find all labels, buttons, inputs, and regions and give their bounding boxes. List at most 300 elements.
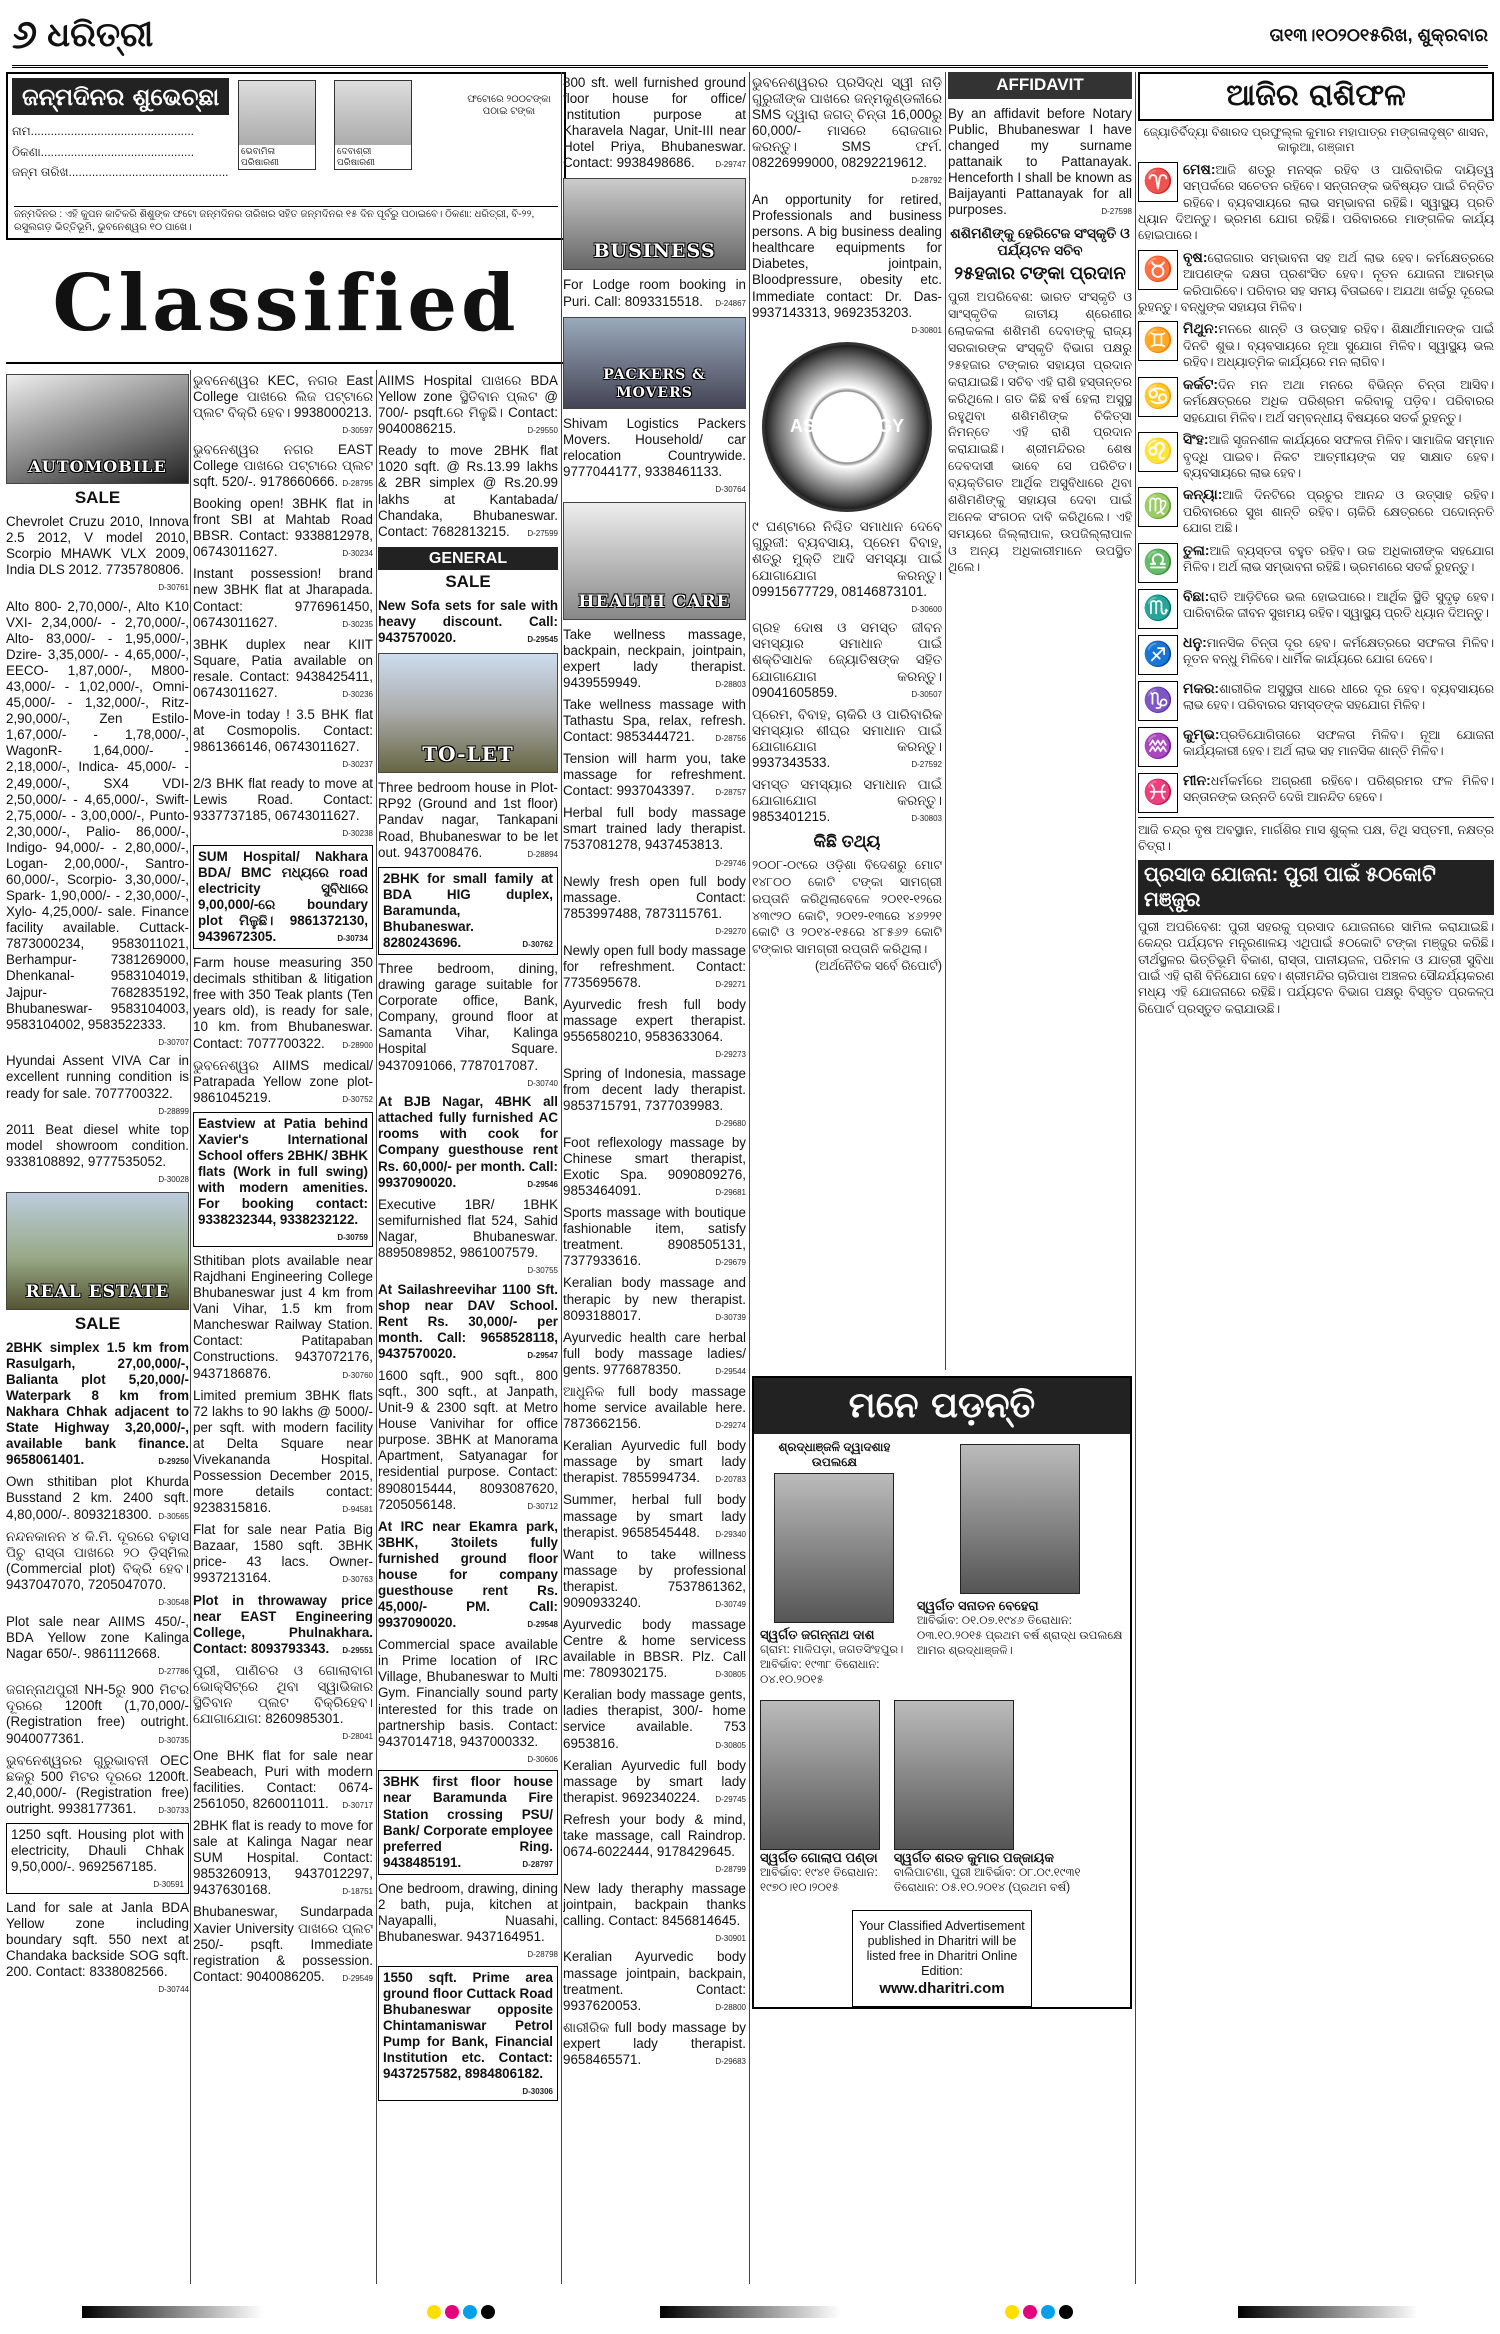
zodiac-icon: ♊ [1138, 321, 1178, 361]
classified-ad [193, 563, 373, 633]
ad-text: 800 sft. well furnished ground floor house for office/ Institution purpose at Kharavela Nagar, Unit-III near Hotel Priya, Bhubaneswar. Contact: 9938498686. [563, 75, 746, 171]
sign-text: ଆଜି ସୃଜନଶୀଳ କାର୍ଯ୍ୟରେ ସଫଳତା ମିଳିବ। ସାମାଜିକ ସମ୍ମାନ ବୃଦ୍ଧି ପାଇବ। ନିକଟ ଆତ୍ମୀୟଙ୍କ ସହ ସାକ୍ଷାତ ହେବ। ବ୍ୟବସାୟରେ ଲାଭ ହେବ। [1183, 433, 1494, 480]
ad-code: D-30759 [337, 1233, 368, 1243]
ad-text: Hyundai Assent VIVA Car in excellent running condition is ready for sale. 7077700322. [6, 1053, 189, 1101]
sign-text: ମାନସିକ ଚିନ୍ତା ଦୂର ହେବ। କର୍ମକ୍ଷେତ୍ରରେ ସଫଳତା ମିଳିବ। ନୂତନ ବନ୍ଧୁ ମିଳିବେ। ଧାର୍ମିକ କାର୍ଯ୍ୟରେ ଯୋଗ ଦେବେ। [1183, 635, 1494, 667]
classified-ad [193, 1250, 373, 1385]
ad-code: D-30028 [158, 1175, 189, 1185]
news-heading: ଶଶିମଣିଙ୍କୁ ହେରିଟେଜ ସଂସ୍କୃତି ଓ ପର୍ଯ୍ୟଟନ ସଚିବ [950, 225, 1130, 259]
sign-name: ମିଥୁନ: [1183, 320, 1219, 337]
facts-heading: କିଛି ତଥ୍ୟ [813, 832, 881, 852]
ad-text: Farm house measuring 350 decimals sthitiban & litigation free with 350 Teak plants (Ten years old), is ready for sale, 10 km. from Bhubaneswar. Contact: 7077700322. [193, 955, 373, 1051]
classified-ad [752, 704, 942, 774]
ad-text: Spring of Indonesia, massage from decent lady therapist. 9853715791, 7377039983. [563, 1066, 746, 1114]
ad-text: Newly open full body massage for refreshment. Contact: 7735695678. [563, 942, 746, 991]
sign-name: ମେଷ: [1183, 160, 1216, 177]
astrology-label: ASTROLOGY [789, 416, 904, 437]
ad-text: Flat for sale near Patia Big Bazaar, 1580 sqft. 3BHK price- 43 lacs. Owner- 9937213164. [193, 1522, 373, 1586]
classified-ad [193, 704, 373, 773]
classified-ad [378, 1091, 558, 1193]
ad-code: D-30717 [342, 1800, 373, 1810]
classified-ad [752, 189, 942, 338]
zodiac-icon: ♓ [1138, 773, 1178, 813]
ad-text: 2BHK simplex 1.5 km from Rasulgarh, 27,00,000/-, Balianta plot 5,20,000/- Waterpark 8 km from Nakhara Chhak adjacent to State Highway 3,20,000/-, available bank finance. 9658061401. [6, 1339, 189, 1468]
news-body: ପୁରୀ ଅପରିବେଶ: ଭାରତ ସଂସ୍କୃତି ଓ ସାଂସ୍କୃତିକ ଜାତୀୟ ଶ୍ରେଣୀର ଲୋକକଳା ଶଶିମଣି ଦେବାଙ୍କୁ ରାଜ୍ୟ ସରକାରଙ୍କ ସଂସ୍କୃତି ବିଭାଗ ପକ୍ଷରୁ ୨୫ହଜାର ଟଙ୍କାର ସହାୟତା ପ୍ରଦାନ କରାଯାଇଛି। ସଚିବ ଏହି ରାଶି ହସ୍ତାନ୍ତର କରିଥିଲେ। ଗତ କିଛି ବର୍ଷ ହେଲା ଅସୁସ୍ଥ ରହୁଥିବା ଶଶିମଣିଙ୍କ ଚିକିତ୍ସା ନିମନ୍ତେ ଏହି ରାଶି ପ୍ରଦାନ କରାଯାଇଛି। ଶ୍ରୀମନ୍ଦିରର ଶେଷ ଦେବଦାସୀ ଭାବେ ସେ ପରିଚିତ। ବ୍ୟକ୍ତିଗତ ଆର୍ଥିକ ଅସୁବିଧାରେ ଥିବା ଶଶିମଣିଙ୍କୁ ସହାୟତା ଦେବା ପାଇଁ ଅନେକ ସଂଗଠନ ଦାବି କରିଥିଲେ। ଏହି ସମୟରେ ଜିଲ୍ଲାପାଳ, ଉପଜିଲ୍ଲାପାଳ ଓ ଅନ୍ୟ ଅଧିକାରୀମାନେ ଉପସ୍ଥିତ ଥିଲେ। [948, 290, 1132, 575]
classified-ad [6, 1679, 189, 1749]
ad-code: D-28798 [527, 1950, 558, 1960]
memorial-name: ସ୍ୱର୍ଗତ ଜଗନ୍ନାଥ ଦାଶ [760, 1627, 875, 1643]
ad-text: Keralian Ayurvedic body massage jointpain, backpain, treatment. Contact: 9937620053. [563, 1949, 746, 2013]
child-photo [238, 80, 316, 170]
horoscope-sign [1138, 679, 1494, 721]
classified-ad [563, 1272, 746, 1326]
general-heading: GENERAL [378, 547, 558, 571]
horoscope-sign [1138, 485, 1494, 536]
birthday-title: ଜନ୍ମଦିନର ଶୁଭେଚ୍ଛା [12, 78, 229, 115]
ad-code: D-29273 [715, 1050, 746, 1060]
ad-text: Take wellness massage, backpain, neckpain, jointpain, expert lady therapist. 9439559949. [563, 626, 746, 690]
column-affidavit-news [948, 72, 1132, 1362]
memorial-entry [754, 1694, 1130, 1902]
classified-ad [563, 1946, 746, 2016]
ad-code: D-29747 [715, 160, 746, 170]
column-general-tolet [378, 370, 558, 2280]
classified-ad [563, 1489, 746, 1543]
ad-code: D-28756 [715, 734, 746, 743]
classified-ad [6, 596, 189, 1051]
ad-code: D-29545 [527, 635, 558, 645]
horoscope-author: ଜ୍ୟୋତିର୍ବିଦ୍ୟା ବିଶାରଦ ପ୍ରଫୁଲ୍ଲ କୁମାର ମହାପାତ୍ର ମଙ୍ଗଳାଦୃଷ୍ଟ ଶାସନ, କାଲୁଆ, ଗଞ୍ଜାମ [1143, 124, 1489, 155]
classified-ad [6, 1337, 189, 1472]
column-rule [749, 72, 750, 2284]
ad-code: D-28800 [715, 2002, 746, 2012]
business-label: BUSINESS [593, 240, 716, 263]
classified-ad [378, 1878, 558, 1963]
classified-ad [193, 1901, 373, 1987]
portrait-photo [774, 1473, 894, 1623]
ad-code: D-24867 [715, 298, 746, 308]
classified-ad [378, 1770, 558, 1874]
ad-code: D-29274 [715, 1421, 746, 1431]
ad-code: D-30805 [715, 1740, 746, 1750]
ad-text: ଭୁବନେଶ୍ୱର KEC, ନଗର East College ପାଖରେ ଲିଜ ପଟ୍ଟାରେ ପ୍ଲଟ ବିକ୍ରି ହେବ। 9938000213. [193, 373, 373, 421]
ad-code: D-30749 [715, 1599, 746, 1609]
ad-code: D-27786 [158, 1666, 189, 1676]
ad-code: D-30801 [911, 325, 942, 335]
ad-text: 1550 sqft. Prime area ground floor Cuttack Road Bhubaneswar opposite Chintamaniswar Petrol Pump for Bank, Financial Institution etc. Contact: 9437257582, 8984806182. [383, 1969, 553, 2082]
ad-code: D-30760 [342, 1370, 373, 1380]
ad-code: D-30901 [715, 1933, 746, 1943]
ad-code: D-94581 [342, 1505, 373, 1515]
ad-code: D-29340 [715, 1529, 746, 1539]
sign-text: ଆଜି ଶତ୍ରୁ ମନସ୍କ ରହିବ ଓ ପାରିବାରିକ ଦାୟିତ୍ୱ ସମ୍ପର୍କରେ ସଚେତନ ରହିବେ। ସନ୍ତାନଙ୍କ ଭବିଷ୍ୟତ ପାଇଁ ଚିନ୍ତିତ ରହିବେ। ବ୍ୟବସାୟରେ ଲାଭ ସମ୍ଭାବନା ରହିଛି। ସ୍ୱାସ୍ଥ୍ୟ ପ୍ରତି ଧ୍ୟାନ ଦିଅନ୍ତୁ। ଭ୍ରମଣ ଯୋଗ ରହିଛି। ପରିବାରରେ ମାଙ୍ଗଳିକ କାର୍ଯ୍ୟ ହୋଇପାରେ। [1138, 162, 1494, 243]
classified-ad [563, 1202, 746, 1272]
affidavit-notice [948, 103, 1132, 222]
ad-text: Plot sale near AIIMS 450/-, BDA Yellow zone Kalinga Nagar 650/-. 9861112668. [6, 1613, 189, 1661]
column-business-health [563, 72, 746, 2282]
classified-ad [752, 72, 942, 189]
ad-text: New Sofa sets for sale with heavy discount. Call: 9437570020. [378, 598, 558, 646]
ad-text: 3BHK duplex near KIIT Square, Patia available on resale. Contact: 9438425411, 06743011627. [193, 636, 373, 700]
classified-ad [193, 634, 373, 704]
ad-code: D-30707 [158, 1037, 189, 1047]
ad-code: D-28894 [527, 849, 558, 859]
ad-text: Three bedroom house in Plot- RP92 (Ground and 1st floor) Pandav nagar, Tankapani Road, Bhubaneswar to be let out. 9437008476. [378, 780, 558, 860]
ad-text: ଭୁବନେଶ୍ୱର ନଗର EAST College ପାଖରେ ପଟ୍ଟାରେ ପ୍ଲଟ sqft. 520/-. 9178660666. [193, 441, 373, 489]
automobile-label: AUTOMOBILE [28, 457, 167, 477]
classified-ad [563, 72, 746, 174]
sign-name: ସିଂହ: [1183, 431, 1209, 447]
ad-code: D-28797 [522, 1859, 553, 1869]
ad-text: Summer, herbal full body massage by smart lady therapist. 9658545448. [563, 1492, 746, 1540]
ad-code: D-30764 [715, 484, 746, 494]
zodiac-icon: ♌ [1138, 432, 1178, 472]
memorial-name: ସ୍ୱର୍ଗତ ଶରତ କୁମାର ପଜ୍ଜାୟକ [893, 1849, 1055, 1865]
ad-code: D-30238 [342, 829, 373, 839]
classified-ad [563, 802, 746, 871]
classified-ad [378, 595, 558, 649]
memorial-name: ସ୍ୱର୍ଗତ ଗୋଲାପ ପଣ୍ଡା [760, 1849, 878, 1865]
classified-ad [563, 274, 746, 312]
sign-text: ରାତି ଆଡ଼ିଟିରେ ଭଲ ହୋଇପାରେ। ଆର୍ଥିକ ସ୍ଥିତି ସୁଦୃଢ଼ ହେବ। ପାରିବାରିକ ଜୀବନ ସୁଖମୟ ରହିବ। ସ୍ୱାସ୍ଥ୍ୟ ପ୍ରତି ଧ୍ୟାନ ଦିଅନ୍ତୁ। [1183, 589, 1494, 621]
classified-ad [378, 440, 558, 542]
ad-code: D-29679 [715, 1258, 746, 1268]
ad-text: ଜଗନ୍ନାଥପୁରୀ NH-5ରୁ 900 ମିଟର ଦୂରରେ 1200ft (1,70,000/- (Registration free) outright. 9040077361. [6, 1682, 189, 1746]
column-rule [1135, 72, 1136, 2284]
ad-code: D-27592 [911, 759, 942, 769]
ad-text: Eastview at Patia behind Xavier's International School offers 2BHK/ 3BHK flats (Work in full swing) with modern amenities. For booking contact: 9338232344, 9338232122. [198, 1115, 368, 1228]
ad-text: For Lodge room booking in Puri. Call: 8093315518. [563, 277, 746, 309]
ad-text: ନନ୍ଦନକାନନ ୪ କି.ମି. ଦୂରରେ ବଢ଼ାସ ପିଚୁ ରାସ୍ତା ପାଖରେ ୨୦ ଡ଼ିସ୍ମିଲ (Commercial plot) ବିକ୍ରି ହେବ। 9437047070, 7205047070. [6, 1528, 189, 1592]
horoscope-sign [1138, 725, 1494, 767]
horoscope-sign [1138, 587, 1494, 629]
ad-code: D-30744 [158, 1985, 189, 1995]
sign-name: ମୀନ: [1183, 771, 1211, 788]
ad-text: At IRC near Ekamra park, 3BHK, 3toilets fully furnished ground floor house for company guesthouse rent Rs. 45,000/- PM. Call: 9937090020. [378, 1518, 558, 1631]
promo-text: Your Classified Advertisement published in Dharitri will be listed free in Dharitri Online Edition: [859, 1918, 1025, 1979]
affidavit-heading: AFFIDAVIT [948, 72, 1132, 99]
ad-code: D-28900 [342, 1040, 373, 1050]
ad-code: D-30606 [527, 1754, 558, 1764]
ad-text: Limited premium 3BHK flats 72 lakhs to 90 lakhs @ 5000/- per sqft. with modern facility at Delta Square near Vivekananda Hospital. Possession December 2015, more details contact: 9238315816. [193, 1387, 373, 1516]
page-number: ୬ [12, 11, 38, 59]
column-rule [376, 370, 377, 2284]
ad-text: 1600 sqft., 900 sqft., 800 sqft., 300 sqft., at Janpath, Unit-9 & 2300 sqft. at Metro House Vanivihar for office purpose. 3BHK at Manorama Apartment, Satyanagar for residential purpose. Contact: 8908015444, 8093087620, 7205056148. [378, 1367, 558, 1512]
memorial-col [760, 1440, 909, 1688]
sign-name: କନ୍ୟା: [1183, 486, 1223, 503]
news-subheading: ୨୫ହଜାର ଟଙ୍କା ପ୍ରଦାନ [954, 263, 1126, 284]
memorial-text: ଗ୍ରାମ: ମାଳିପଡ଼ା, ଜଗତସିଂହପୁର। ଆବିର୍ଭାବ: ୧୯୩୮ ତିରୋଧାନ: ୦୪.୧୦.୨୦୧୫ [760, 1644, 904, 1686]
ad-text: By an affidavit before Notary Public, Bhubaneswar I have changed my surname pattanaik to Pattanayak. Henceforth I shall be known as Baijayanti Pattanayak for all purposes. [948, 105, 1132, 218]
classified-ad [6, 1050, 189, 1119]
classified-ad [6, 1750, 189, 1820]
classified-ad [378, 867, 558, 955]
paper-name: ଧରିତ୍ରୀ [47, 14, 154, 55]
memorial-section [752, 1370, 1132, 2250]
sign-name: କୁମ୍ଭ: [1183, 725, 1220, 742]
ad-code: D-27598 [1101, 207, 1132, 217]
classified-ad [378, 1365, 558, 1516]
ad-code: D-30507 [911, 689, 942, 699]
classified-ad [6, 1823, 189, 1894]
sign-name: ବୃଷ: [1183, 248, 1208, 265]
classified-ad [563, 1878, 746, 1947]
horoscope-sign [1138, 160, 1494, 244]
color-registration-marks [427, 2305, 495, 2319]
tolet-label: TO-LET [422, 741, 514, 766]
ad-text: 2BHK for small family at BDA HIG duplex, Baramunda, Bhubaneswar. 8280243696. [383, 870, 553, 950]
color-registration-marks [1005, 2305, 1073, 2319]
classified-ad [563, 748, 746, 802]
ad-code: D-30234 [342, 549, 373, 559]
zodiac-icon: ♈ [1138, 162, 1178, 202]
classified-ad [6, 1119, 189, 1188]
classified-ad [752, 617, 942, 703]
grey-scale-bar [1238, 2306, 1418, 2318]
ad-text: Ayurvedic fresh full body massage expert therapist. 9556580210, 9583633064. [563, 997, 746, 1045]
ad-text: ପୁରୀ, ପାଣିଚର ଓ ଗୋଲାବାଗ ଭୋକ୍ସିଟ୍ରେ ଥିବା ସ୍ୱାଭିକାର ସ୍ଥିତିବାନ ପ୍ଲଟ ବିକ୍ରିହେବ। ଯୋଗାଯୋଗ: 8260985301. [193, 1662, 373, 1727]
grey-scale-bar [660, 2306, 840, 2318]
classified-ad [6, 1526, 189, 1611]
ad-text: One bedroom, drawing, dining 2 bath, puja, kitchen at Nayapalli, Nuasahi, Bhubaneswar. 9437164951. [378, 1880, 558, 1945]
classified-ad [563, 1132, 746, 1202]
facts-source: (ଅର୍ଥନୈତିକ ସର୍ବେ ରିପୋର୍ଟ) [814, 959, 942, 974]
ad-text: Herbal full body massage smart trained lady therapist. 7537081278, 9437453813. [563, 805, 746, 853]
memorial-col [917, 1440, 1124, 1688]
classified-ad [193, 1745, 373, 1815]
ad-text: 1250 sqft. Housing plot with electricity, Dhauli Chhak 9,50,000/-. 9692567185. [11, 1826, 184, 1875]
zodiac-icon: ♏ [1138, 589, 1178, 629]
packers-image [563, 317, 746, 409]
ad-code: D-30237 [342, 760, 373, 770]
ad-code: D-29549 [342, 1973, 373, 1983]
ad-text: Keralian body massage gents, ladies therapist, 300/- home service available. 753 6953816. [563, 1687, 746, 1751]
ad-text: ଗ୍ରହ ଦୋଷ ଓ ସମସ୍ତ ଜୀବନ ସମସ୍ୟାର ସମାଧାନ ପାଇଁ ଶକ୍ତିସାଧକ ଜ୍ୟୋତିଷଙ୍କ ସହିତ ଯୋଗାଯୋଗ କରନ୍ତୁ। 09041605859. [752, 620, 942, 700]
ad-code: D-28795 [342, 478, 373, 488]
horoscope-sign [1138, 430, 1494, 481]
ad-code: D-30734 [337, 934, 368, 944]
ad-code: D-28899 [158, 1106, 189, 1116]
ad-code: D-30735 [158, 1735, 189, 1745]
automobile-image [6, 374, 189, 484]
column-horoscope [1138, 72, 1494, 2282]
ad-code: D-30306 [522, 2087, 553, 2097]
classified-ad [378, 958, 558, 1091]
ad-text: Alto 800- 2,70,000/-, Alto K10 VXI- 2,34,000/- - 2,70,000/-, Alto- 83,000/- - 1,95,000/-, Dzire- 3,35,000/- - 4,65,000/-, EECO- 1,87,000/-, M800- 43,000/- - 1,02,000/-, Omni- 45,000/- - 1,32,000/-, Ritz- 2,90,000/-, Zen Estilo- 1,67,000/- - 1,78,000/-, WagonR- 1,64,000/- - 2,18,000/-, Indica- 45,000/- - 2,49,000/-, SX4 VDI- 2,50,000/- - 4,65,000/-, Swift- 2,75,000/- - 3,00,000/-, Punto- 2,30,000/-, Palio- 86,000/-, Indigo- 94,000/- - 2,80,000/-, Logan- 2,00,000/-, Santro- 60,000/-, Scorpio- 3,30,000/-, Spark- 1,90,000/- - 2,30,000/-, Xylo- 4,25,000/- sale. Finance facility available. Cuttack- 7873000234, 9583011021, Berhampur- 7381269000, Dhenkanal- 9583104019, Jajpur- 7682835192, Bhubaneswar- 9583104003, 9583104002, 9583522333. [6, 598, 189, 1032]
sign-text: ପ୍ରତିଯୋଗିତାରେ ସଫଳତା ମିଳିବ। ନୂଆ ଯୋଜନା କାର୍ଯ୍ୟକାରୀ ହେବ। ଅର୍ଥ ଲାଭ ସହ ମାନସିକ ଶାନ୍ତି ମିଳିବ। [1183, 727, 1494, 759]
zodiac-icon: ♑ [1138, 681, 1178, 721]
ad-text: ଭୁବନେଶ୍ୱରର ଗୁରୁଭାବନୀ OEC ଛକରୁ 500 ମିଟର ଦୂରରେ 1200ft. 2,40,000/- (Registration free) outright. 9938177361. [6, 1752, 189, 1816]
ad-code: D-29550 [527, 426, 558, 436]
ad-text: One BHK flat for sale near Seabeach, Puri with modern facilities. Contact: 0674-2561050, 8260011011. [193, 1747, 373, 1811]
ad-code: D-28803 [715, 679, 746, 689]
classified-ad [752, 516, 942, 617]
ad-text: 3BHK first floor house near Baramunda Fire Station crossing PSU/ Bank/ Corporate employee preferred Ring. 9438485191. [383, 1774, 553, 1870]
ad-text: Booking open! 3BHK flat in front SBI at Mahtab Road BBSR. Contact: 9338812978, 06743011627. [193, 496, 373, 560]
horoscope-sign [1138, 633, 1494, 675]
ad-text: ୯ ଘଣ୍ଟାରେ ନିଶ୍ଚିତ ସମାଧାନ ଦେବେ ଗୁରୁଜୀ: ବ୍ୟବସାୟ, ପ୍ରେମ ବିବାହ, ଶତ୍ରୁ ମୁକ୍ତି ଆଦି ସମସ୍ୟା ପାଇଁ ଯୋଗାଯୋଗ କରନ୍ତୁ। 09915677729, 08146873101. [752, 519, 942, 599]
ad-code: D-29680 [715, 1119, 746, 1129]
ad-code: D-29683 [715, 2056, 746, 2066]
ad-text: New lady theraphy massage jointpain, backpain thanks calling. Contact: 8456814645. [563, 1880, 746, 1928]
horoscope-sign [1138, 319, 1494, 370]
prasad-body: ପୁରୀ ଅପରିବେଶ: ପୁରୀ ସହରକୁ ପ୍ରସାଦ ଯୋଜନାରେ ସାମିଲ କରାଯାଇଛି। କେନ୍ଦ୍ର ପର୍ଯ୍ୟଟନ ମନ୍ତ୍ରଣାଳୟ ଏଥିପାଇଁ ୫୦କୋଟି ଟଙ୍କା ମଞ୍ଜୁର କରିଛି। ତୀର୍ଥସ୍ଥଳର ଭିତ୍ତିଭୂମି ବିକାଶ, ରାସ୍ତା, ପାନୀୟଜଳ, ପରିମଳ ଓ ଯାତ୍ରୀ ସୁବିଧା ପାଇଁ ଏହି ରାଶି ବିନିଯୋଗ ହେବ। ଶ୍ରୀମନ୍ଦିର ଚାରିପାଖ ଅଞ୍ଚଳର ସୌନ୍ଦର୍ଯ୍ୟକରଣ ମଧ୍ୟ ଏହି ଯୋଜନାରେ ରହିଛି। ପର୍ଯ୍ୟଟନ ବିଭାଗ ପକ୍ଷରୁ ବିସ୍ତୃତ ପ୍ରକଳ୍ପ ରିପୋର୍ଟ ପ୍ରସ୍ତୁତ କରାଯାଉଛି। [1138, 920, 1494, 1016]
ad-code: D-30733 [158, 1805, 189, 1815]
ad-text: SUM Hospital/ Nakhara BDA/ BMC ମଧ୍ୟରେ road electricity ସୁବିଧାରେ 9,00,000/-ରେ boundary plot ମିଳୁଛି। 9861372130, 9439672305. [198, 848, 368, 945]
form-address-line: ଠିକଣା.............................................. [12, 144, 195, 159]
classified-ad [563, 1381, 746, 1435]
prasad-heading: ପ୍ରସାଦ ଯୋଜନା: ପୁରୀ ପାଇଁ ୫୦କୋଟି ମଞ୍ଜୁର [1138, 860, 1494, 915]
ad-code: D-29250 [158, 1457, 189, 1467]
classified-ad [563, 1809, 746, 1878]
classified-ad [752, 774, 942, 828]
column-automobile [6, 370, 189, 2280]
portrait-photo [894, 1700, 1014, 1850]
automobile-ads [6, 511, 189, 1188]
issue-date: ତା୧୩।୧୦୨୦୧୫ରିଖ, ଶୁକ୍ରବାର [1269, 24, 1488, 45]
column-rule [190, 370, 191, 2284]
ad-text: ଭୁବନେଶ୍ୱର AIIMS medical/ Patrapada Yellow zone plot- 9861045219. [193, 1057, 373, 1105]
ad-text: Want to take willness massage by professional therapist. 7537861362, 9090933240. [563, 1546, 746, 1610]
ad-text: Keralian body massage and therapic by new therapist. 8093188017. [563, 1275, 746, 1323]
ad-code: D-30803 [911, 814, 942, 824]
ad-code: D-30761 [158, 583, 189, 593]
birthday-photos [238, 80, 412, 170]
classified-ad [563, 2017, 746, 2071]
classified-ad [378, 1279, 558, 1365]
ad-code: D-30763 [342, 1575, 373, 1585]
classified-ad [6, 1471, 189, 1525]
ad-code: D-27599 [527, 528, 558, 538]
classified-ad [193, 1660, 373, 1745]
business-image [563, 178, 746, 270]
ad-text: 2011 Beat diesel white top model showroom condition. 9338108892, 9777535052. [6, 1122, 189, 1170]
astrology-image [762, 342, 932, 512]
ad-text: Instant possession! brand new 3BHK flat at Jharapada. Contact: 9776961450, 06743011627. [193, 566, 373, 630]
column-property [193, 370, 373, 2280]
horoscope-sign [1138, 375, 1494, 426]
ad-text: Newly fresh open full body massage. Contact: 7853997488, 7873115761. [563, 874, 746, 922]
sign-text: ମନରେ ଶାନ୍ତି ଓ ଉତ୍ସାହ ରହିବ। ଶିକ୍ଷାର୍ଥୀମାନଙ୍କ ପାଇଁ ଦିନଟି ଶୁଭ। ବ୍ୟବସାୟରେ ନୂଆ ସୁଯୋଗ ମିଳିବ। ସ୍ୱାସ୍ଥ୍ୟ ଭଲ ରହିବ। ଅଧ୍ୟାତ୍ମିକ କାର୍ଯ୍ୟରେ ମନ ଲାଗିବ। [1183, 322, 1494, 370]
ad-code: D-29544 [715, 1366, 746, 1376]
classified-ad [193, 1815, 373, 1901]
ad-text: Keralian Ayurvedic full body massage by smart lady therapist. 7855994734. [563, 1438, 746, 1486]
ad-code: D-30752 [342, 1094, 373, 1104]
classified-ad [563, 1063, 746, 1132]
ad-code: D-28757 [715, 788, 746, 798]
classified-ad [563, 994, 746, 1063]
ad-code: D-30591 [153, 1880, 184, 1890]
form-dob-line: ଜନ୍ମ ତାରିଖ................................................ [12, 165, 229, 180]
packers-label: PACKERS & MOVERS [603, 367, 706, 401]
ad-text: An opportunity for retired, Professionals and business persons. A big business dealing healthcare equipments for Diabetes, jointpain, Bloodpressure, obesity etc. Immediate contact: Dr. Das- 9937143313, 9692353203. [752, 192, 942, 320]
realestate-ads [6, 1337, 189, 1998]
classified-ad [193, 439, 373, 493]
birthday-rate: ଫଟୋରେ ୨୦୦ଟଙ୍କା ପଠାଇ ଟଙ୍କା [467, 94, 551, 118]
classified-ad [378, 777, 558, 863]
horoscope-sign [1138, 771, 1494, 813]
ad-code: D-30548 [158, 1597, 189, 1607]
column-rule [945, 72, 946, 1370]
classified-ad [378, 1966, 558, 2101]
ad-text: 2BHK flat is ready to move for sale at Kalinga Nagar near SUM Hospital. Contact: 9853260913, 9437012297, 9437630168. [193, 1818, 373, 1898]
ad-text: AIIMS Hospital ପାଖରେ BDA Yellow zone ସ୍ଥିତିବାନ ପ୍ଲଟ @ 700/- psqft.ରେ ମିଳୁଛି। Contact: 9040086215. [378, 373, 558, 437]
online-promo [852, 1910, 1032, 2007]
horoscope-title: ଆଜିର ରାଶିଫଳ [1138, 72, 1494, 121]
portrait-photo [960, 1444, 1080, 1594]
ad-text: Foot reflexology massage by Chinese smart therapist, Exotic Spa. 9090809276, 9853464091. [563, 1134, 746, 1199]
ad-text: Land for sale at Janla BDA Yellow zone including boundary sqft. 550 next at Chandaka backside SOG sqft. 200. Contact: 8338082566. [6, 1899, 189, 1980]
classified-ad [193, 1590, 373, 1660]
ad-text: Move-in today ! 3.5 BHK flat at Cosmopolis. Contact: 9861366146, 06743011627. [193, 707, 373, 755]
form-name-line: ନାମ................................................. [12, 124, 194, 139]
classified-ad [563, 1684, 746, 1754]
ad-code: D-30740 [527, 1078, 558, 1088]
ad-text: Plot in throwaway price near EAST Engineering College, Phulnakhara. Contact: 8093793343. [193, 1592, 373, 1656]
ad-text: Keralian Ayurvedic full body massage by smart lady therapist. 9692340224. [563, 1757, 746, 1805]
birthday-note: ଜନ୍ମଦିନର : ଏହି କୁପନ କାଟିକରି ଶିଶୁଙ୍କ ଫଟୋ ଜନ୍ମଦିନର ତାରିଖର ସହିତ ଜନ୍ମଦିନର ୧୫ ଦିନ ପୂର୍ବରୁ ପଠାଇବେ। ଠିକଣା: ଧରିତ୍ରୀ, ବି-୨୨, ରସୁଲଗଡ଼ ଭିତ୍ତିଭୂମି, ଭୁବନେଶ୍ୱର ୧୦ ପାଖେ। [14, 206, 558, 234]
memorial-heading: ଶ୍ରଦ୍ଧାଞ୍ଜଳି ଦ୍ୱାଦଶାହ ଉପଲକ୍ଷେ [778, 1439, 891, 1469]
ad-text: Shivam Logistics Packers Movers. Household/ car relocation Countrywide. 9777044177, 9338461133. [563, 415, 746, 479]
ad-text: Bhubaneswar, Sundarpada Xavier University ପାଖରେ ପ୍ଲଟ 250/- psqft. Immediate registration & possession. Contact: 9040086205. [193, 1904, 373, 1984]
panji-text: ଆଜି ଚନ୍ଦ୍ର ବୃଷ ଅବସ୍ଥାନ, ମାର୍ଗଶିର ମାସ ଶୁକ୍ଲ ପକ୍ଷ, ତିଥି ସପ୍ତମୀ, ନକ୍ଷତ୍ର ଚିତ୍ରା। [1138, 817, 1494, 855]
classified-ad [563, 1614, 746, 1684]
ad-text: ଶାରୀରିକ full body massage by expert lady therapist. 9658465571. [563, 2019, 746, 2067]
classified-ad [378, 370, 558, 440]
ad-code: D-29270 [715, 927, 746, 937]
ad-code: D-30600 [911, 604, 942, 614]
ad-text: Commercial space available in Prime location of IRC Village, Bhubaneswar to Multi Gym. Financially sound party interested for this trade on partnership basis. Contact: 9437014718, 9437000332. [378, 1637, 558, 1749]
classified-ad [563, 1435, 746, 1489]
classified-ad [378, 1516, 558, 1635]
memorial-name: ସ୍ୱର୍ଗତ ସନାତନ ବେହେରା [916, 1597, 1039, 1613]
ad-code: D-28041 [342, 1732, 373, 1742]
classified-ad [193, 370, 373, 439]
child-photo [334, 80, 412, 170]
memorial-box [752, 1376, 1132, 2009]
memorial-col [894, 1700, 1124, 1896]
classified-ad [563, 940, 746, 994]
classified-ad [193, 845, 373, 949]
classified-ad [193, 1055, 373, 1109]
ad-code: D-29546 [527, 1179, 558, 1189]
horoscope-sign [1138, 541, 1494, 583]
ad-code: D-29551 [342, 1645, 373, 1655]
sign-name: ତୁଳା: [1183, 541, 1210, 558]
horoscope-list [1138, 160, 1494, 813]
ad-text: Executive 1BR/ 1BHK semifurnished flat 524, Sahid Nagar, Bhubaneswar. 8895089852, 9861007579. [378, 1196, 558, 1260]
classified-ad [6, 1611, 189, 1680]
classified-ad [563, 1755, 746, 1809]
ad-code: D-30565 [158, 1511, 189, 1521]
ad-text: ଭୁବନେଶ୍ୱରର ପ୍ରସିଦ୍ଧ ସ୍ୱୀ ନାଡ଼ି ଗୁରୁଜୀଙ୍କ ପାଖରେ ଜନ୍ମକୁଣ୍ଡଳୀରେ SMS ଦ୍ୱାରା ଜଗତ୍ ଚିନ୍ତା 16,000ରୁ 60,000/- ମାସରେ ରୋଜଗାର କରନ୍ତୁ। SMS ଫର୍ମ. 08226999000, 08292219612. [752, 75, 942, 171]
ad-code: D-30236 [342, 689, 373, 699]
ad-text: ଆଧୁନିକ full body massage home service available here. 7873662156. [563, 1383, 746, 1432]
classified-ad [378, 1194, 558, 1279]
classified-ad [6, 1897, 189, 1998]
memorial-text: ଆବିର୍ଭାବ: ୧୯୪୧ ତିରୋଧାନ: ୧୯୭୦।୧୦।୨୦୧୫ [760, 1866, 878, 1894]
realestate-label: REAL ESTATE [25, 1282, 170, 1303]
realestate-image [6, 1192, 189, 1310]
memorial-text: ବାଲିପାଟଣା, ପୁରୀ ଆବିର୍ଭାବ: ୦୮.୦୯.୧୯୩୧ ତିରୋଧାନ: ୦୫.୧୦.୨୦୧୪ (ପ୍ରଥମ ବର୍ଷ) [893, 1866, 1081, 1894]
child-caption: ଦେବାଶ୍ରୀ ପରିଷାରଣୀ [335, 145, 411, 169]
promo-url[interactable]: www.dharitri.com [879, 1979, 1005, 1997]
zodiac-icon: ♐ [1138, 635, 1178, 675]
ad-code: D-30755 [527, 1265, 558, 1275]
classified-ad [6, 511, 189, 596]
column-rule [561, 72, 562, 2284]
classified-ad [563, 413, 746, 498]
